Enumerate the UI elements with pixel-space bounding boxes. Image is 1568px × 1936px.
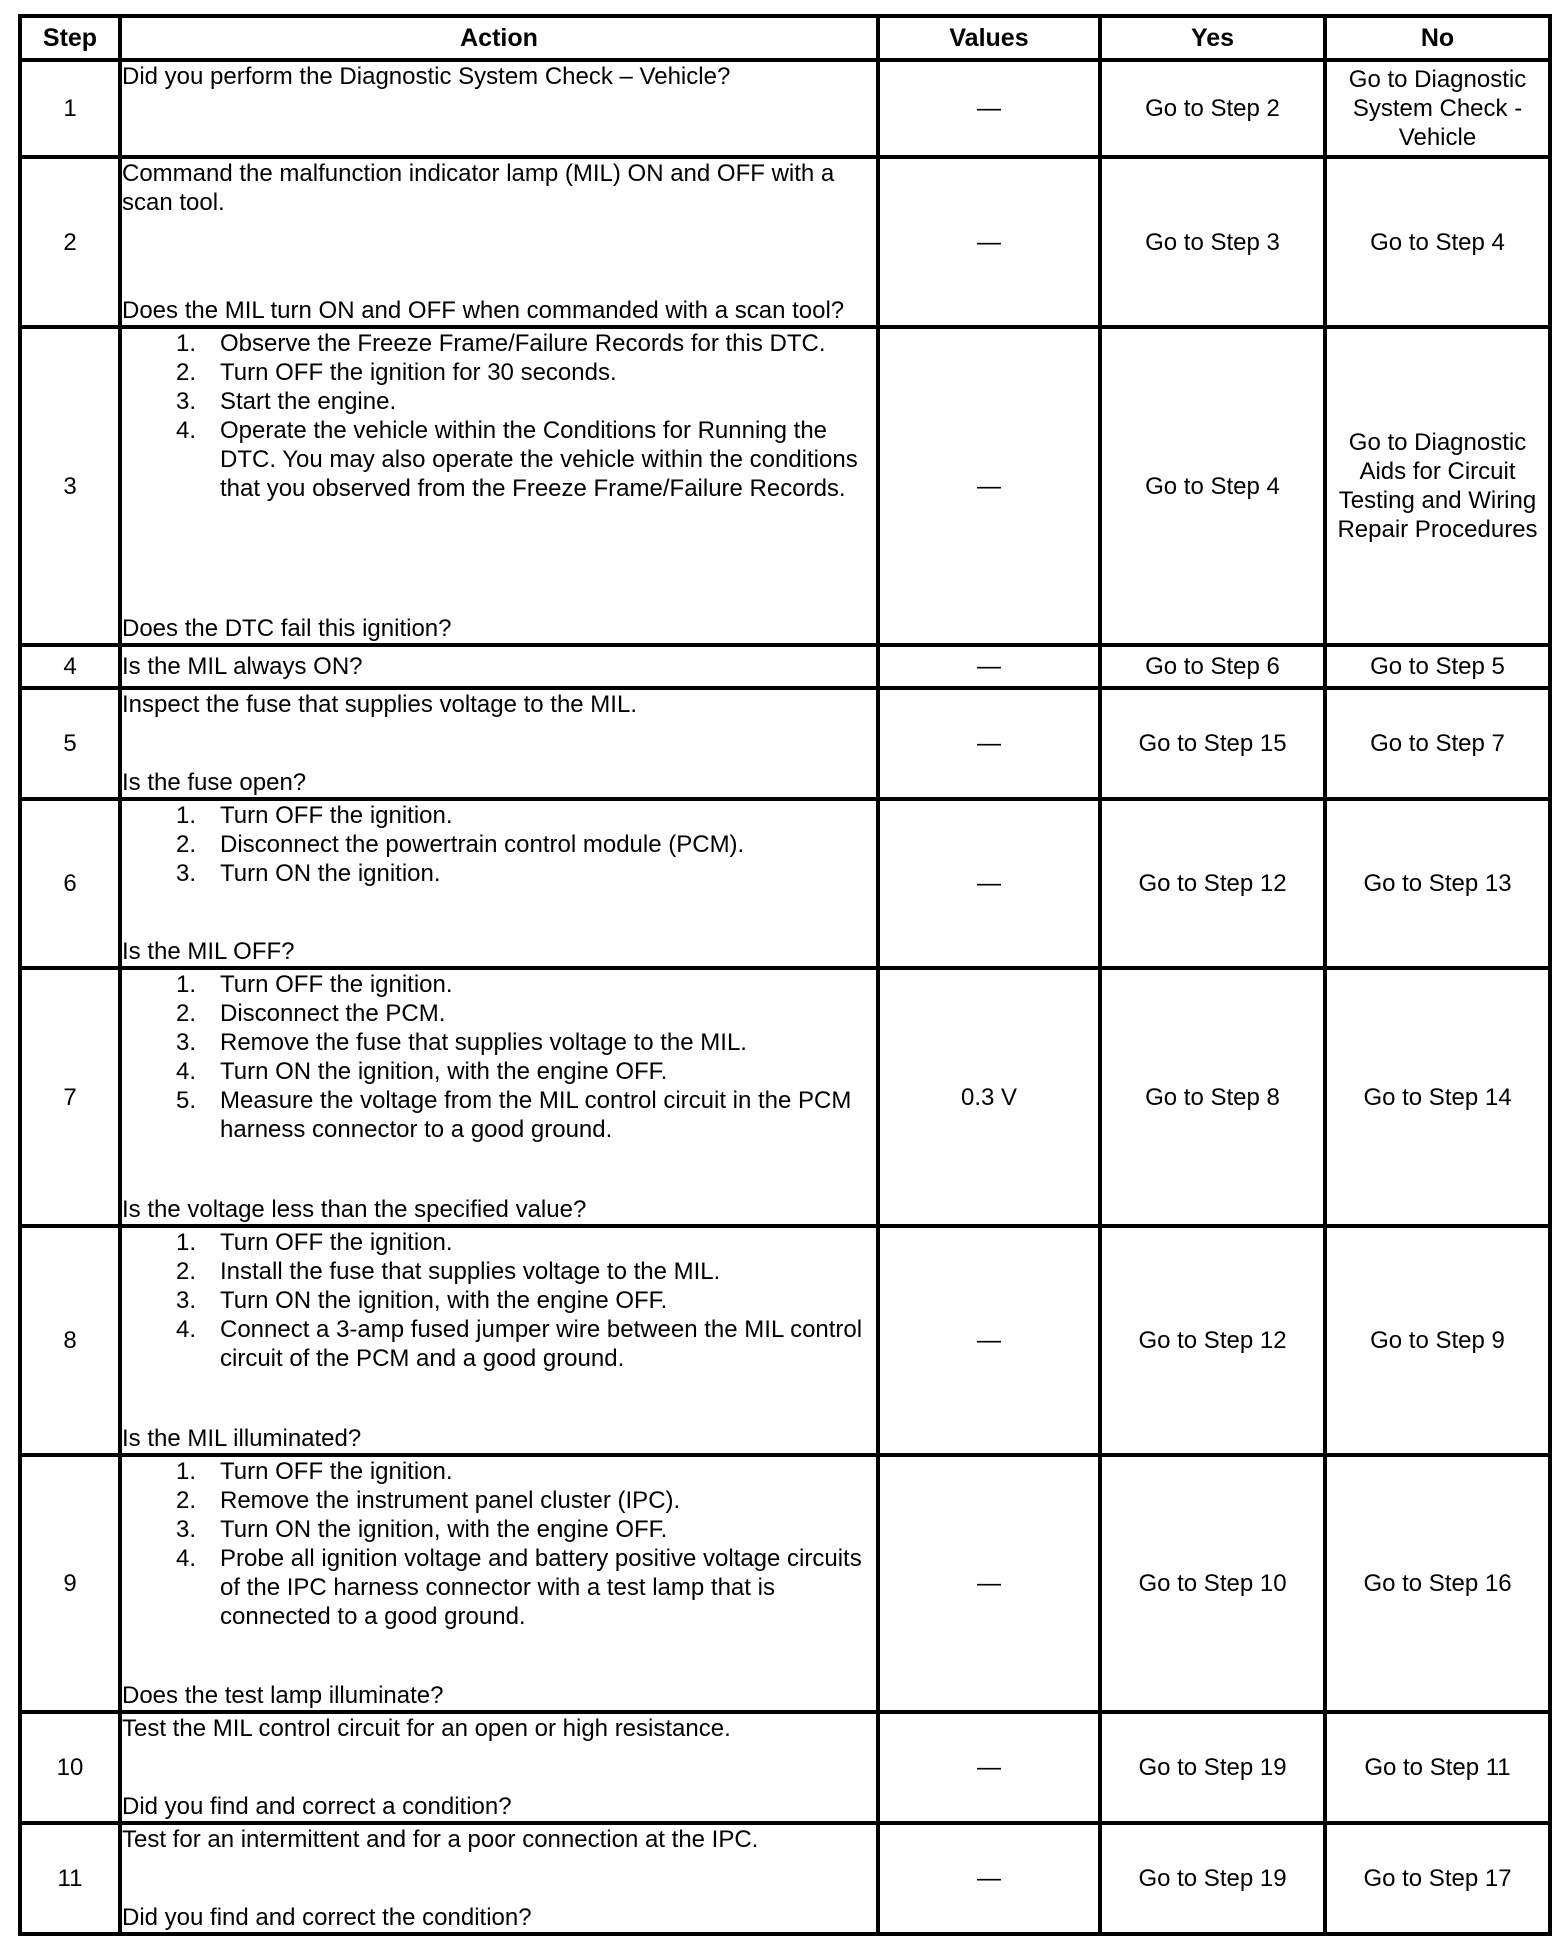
yes-cell: Go to Step 8 bbox=[1100, 968, 1325, 1226]
values-cell: — bbox=[878, 688, 1100, 799]
yes-cell: Go to Step 12 bbox=[1100, 799, 1325, 968]
list-item: 2. Disconnect the powertrain control module (PCM). bbox=[175, 831, 745, 858]
step-number: 3 bbox=[20, 327, 120, 645]
action-cell bbox=[120, 968, 878, 1226]
list-item: 3. Turn ON the ignition, with the engine OFF. bbox=[175, 1287, 668, 1314]
list-item: 4. Probe all ignition voltage and battery positive voltage circuits of the IPC harness connector with a test lamp that is connected to a good ground. bbox=[175, 1545, 862, 1630]
action-question: Did you find and correct a condition? bbox=[122, 1793, 512, 1820]
yes-cell: Go to Step 6 bbox=[1100, 645, 1325, 688]
action-steps bbox=[122, 1457, 876, 1631]
action-cell bbox=[120, 645, 878, 688]
yes-cell: Go to Step 12 bbox=[1100, 1226, 1325, 1455]
action-question: Is the MIL OFF? bbox=[122, 938, 295, 965]
header-yes: Yes bbox=[1100, 16, 1325, 60]
action-cell bbox=[120, 60, 878, 157]
action-question: Is the MIL illuminated? bbox=[122, 1425, 362, 1452]
list-item: 3. Start the engine. bbox=[175, 388, 397, 415]
header-row bbox=[20, 16, 1550, 60]
list-item: 5. Measure the voltage from the MIL control circuit in the PCM harness connector to a good ground. bbox=[175, 1087, 852, 1143]
action-intro: Inspect the fuse that supplies voltage to the MIL. bbox=[122, 691, 637, 718]
step-number: 11 bbox=[20, 1823, 120, 1934]
table-row bbox=[20, 327, 1550, 645]
no-cell: Go to Step 16 bbox=[1325, 1455, 1550, 1712]
action-steps bbox=[122, 329, 876, 503]
step-number: 1 bbox=[20, 60, 120, 157]
action-question: Is the fuse open? bbox=[122, 769, 307, 796]
no-cell: Go to Step 13 bbox=[1325, 799, 1550, 968]
action-intro: Did you perform the Diagnostic System Check – Vehicle? bbox=[122, 63, 731, 90]
list-item: 2. Turn OFF the ignition for 30 seconds. bbox=[175, 359, 617, 386]
table-row bbox=[20, 799, 1550, 968]
action-cell bbox=[120, 799, 878, 968]
values-cell: — bbox=[878, 1455, 1100, 1712]
list-item: 2. Disconnect the PCM. bbox=[175, 1000, 446, 1027]
table-row bbox=[20, 157, 1550, 327]
header-no: No bbox=[1325, 16, 1550, 60]
table-row bbox=[20, 1455, 1550, 1712]
table-row bbox=[20, 968, 1550, 1226]
table-row bbox=[20, 60, 1550, 157]
action-cell bbox=[120, 1226, 878, 1455]
action-steps bbox=[122, 1228, 876, 1373]
values-cell: — bbox=[878, 1712, 1100, 1823]
action-intro: Test the MIL control circuit for an open or high resistance. bbox=[122, 1715, 731, 1742]
action-cell bbox=[120, 688, 878, 799]
list-item: 3. Remove the fuse that supplies voltage to the MIL. bbox=[175, 1029, 747, 1056]
list-item: 1. Turn OFF the ignition. bbox=[175, 1458, 453, 1485]
action-cell bbox=[120, 1712, 878, 1823]
no-cell: Go to Step 7 bbox=[1325, 688, 1550, 799]
table-row bbox=[20, 688, 1550, 799]
action-steps bbox=[122, 970, 876, 1144]
yes-cell: Go to Step 2 bbox=[1100, 60, 1325, 157]
yes-cell: Go to Step 10 bbox=[1100, 1455, 1325, 1712]
action-question: Does the MIL turn ON and OFF when commanded with a scan tool? bbox=[122, 297, 845, 324]
header-step: Step bbox=[20, 16, 120, 60]
yes-cell: Go to Step 3 bbox=[1100, 157, 1325, 327]
table-row bbox=[20, 1712, 1550, 1823]
table-row bbox=[20, 1226, 1550, 1455]
no-cell: Go to Diagnostic System Check - Vehicle bbox=[1325, 60, 1550, 157]
action-question: Does the DTC fail this ignition? bbox=[122, 615, 452, 642]
values-cell: — bbox=[878, 1823, 1100, 1934]
action-intro: Test for an intermittent and for a poor connection at the IPC. bbox=[122, 1826, 759, 1853]
no-cell: Go to Step 5 bbox=[1325, 645, 1550, 688]
action-cell bbox=[120, 1455, 878, 1712]
header-values: Values bbox=[878, 16, 1100, 60]
yes-cell: Go to Step 19 bbox=[1100, 1712, 1325, 1823]
diagnostic-table bbox=[18, 14, 1552, 1936]
values-cell: — bbox=[878, 799, 1100, 968]
step-number: 7 bbox=[20, 968, 120, 1226]
no-cell: Go to Step 11 bbox=[1325, 1712, 1550, 1823]
action-question: Did you find and correct the condition? bbox=[122, 1904, 532, 1931]
yes-cell: Go to Step 15 bbox=[1100, 688, 1325, 799]
values-cell: — bbox=[878, 1226, 1100, 1455]
header-action: Action bbox=[120, 16, 878, 60]
action-intro: Command the malfunction indicator lamp (MIL) ON and OFF with a scan tool. bbox=[122, 160, 835, 216]
action-cell bbox=[120, 157, 878, 327]
no-cell: Go to Step 9 bbox=[1325, 1226, 1550, 1455]
list-item: 1. Observe the Freeze Frame/Failure Records for this DTC. bbox=[175, 330, 826, 357]
yes-cell: Go to Step 19 bbox=[1100, 1823, 1325, 1934]
action-question: Is the voltage less than the specified value? bbox=[122, 1196, 587, 1223]
yes-cell: Go to Step 4 bbox=[1100, 327, 1325, 645]
list-item: 1. Turn OFF the ignition. bbox=[175, 971, 453, 998]
values-cell: 0.3 V bbox=[878, 968, 1100, 1226]
list-item: 2. Remove the instrument panel cluster (IPC). bbox=[175, 1487, 681, 1514]
step-number: 10 bbox=[20, 1712, 120, 1823]
list-item: 3. Turn ON the ignition, with the engine OFF. bbox=[175, 1516, 668, 1543]
list-item: 4. Turn ON the ignition, with the engine OFF. bbox=[175, 1058, 668, 1085]
step-number: 5 bbox=[20, 688, 120, 799]
values-cell: — bbox=[878, 60, 1100, 157]
list-item: 3. Turn ON the ignition. bbox=[175, 860, 441, 887]
action-intro: Is the MIL always ON? bbox=[122, 653, 363, 680]
step-number: 8 bbox=[20, 1226, 120, 1455]
no-cell: Go to Step 14 bbox=[1325, 968, 1550, 1226]
action-question: Does the test lamp illuminate? bbox=[122, 1682, 444, 1709]
table-row bbox=[20, 645, 1550, 688]
no-cell: Go to Diagnostic Aids for Circuit Testing and Wiring Repair Procedures bbox=[1325, 327, 1550, 645]
step-number: 9 bbox=[20, 1455, 120, 1712]
no-cell: Go to Step 4 bbox=[1325, 157, 1550, 327]
step-number: 4 bbox=[20, 645, 120, 688]
action-cell bbox=[120, 327, 878, 645]
values-cell: — bbox=[878, 157, 1100, 327]
action-cell bbox=[120, 1823, 878, 1934]
list-item: 1. Turn OFF the ignition. bbox=[175, 802, 453, 829]
list-item: 2. Install the fuse that supplies voltage to the MIL. bbox=[175, 1258, 721, 1285]
list-item: 4. Operate the vehicle within the Conditions for Running the DTC. You may also operate the vehicle within the conditions that you observed from the Freeze Frame/Failure Records. bbox=[175, 417, 858, 502]
step-number: 6 bbox=[20, 799, 120, 968]
list-item: 4. Connect a 3-amp fused jumper wire between the MIL control circuit of the PCM and a good ground. bbox=[175, 1316, 863, 1372]
action-steps bbox=[122, 801, 876, 888]
no-cell: Go to Step 17 bbox=[1325, 1823, 1550, 1934]
step-number: 2 bbox=[20, 157, 120, 327]
table-row bbox=[20, 1823, 1550, 1934]
values-cell: — bbox=[878, 645, 1100, 688]
values-cell: — bbox=[878, 327, 1100, 645]
list-item: 1. Turn OFF the ignition. bbox=[175, 1229, 453, 1256]
